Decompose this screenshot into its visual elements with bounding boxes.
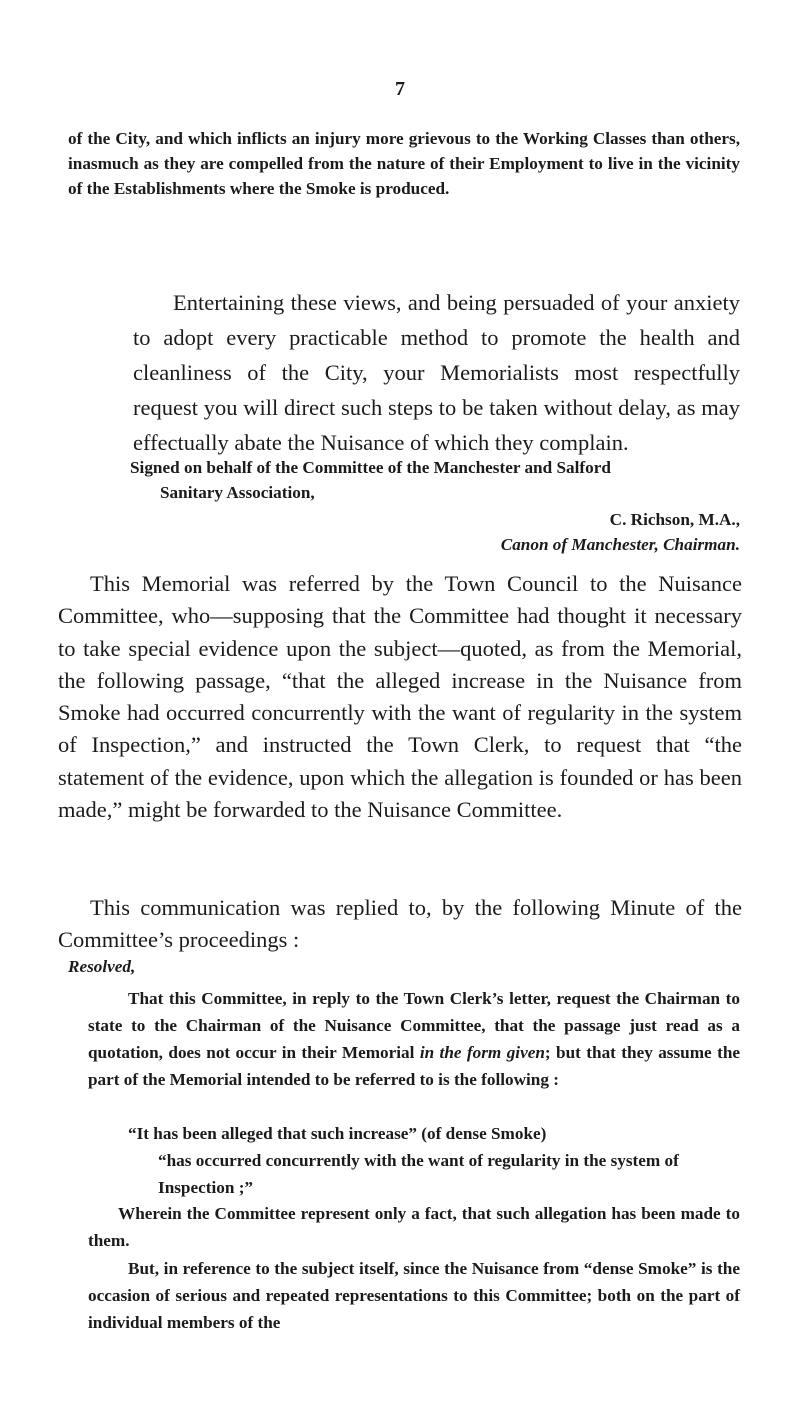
resolution-body-part-2: ; but that they assume the part of the Memorial intended to be referred to is the following : [88,1043,741,1089]
signer [0,507,740,557]
paragraph-memorial-request: Entertaining these views, and being persuaded of your anxiety to adopt every practicable method to promote the health and cleanliness of the City, your Memorialists most respectfully request you will direct such steps to be taken without delay, as may effectually abate the Nuisance of which they complain. [133,290,740,455]
association-name: Sanitary Association, [160,483,315,502]
resolution-body-emphasis: in the form given [419,1043,545,1062]
quote-line-2: “has occurred concurrently with the want of regularity in the system of Inspection ;” [158,1151,679,1197]
paragraph-referral: This Memorial was referred by the Town Council to the Nuisance Committee, who—supposing that the Committee had thought it necessary to take special evidence upon the subject—quoted, as from the Memorial, the following passage, “that the alleged increase in the Nuisance from Smoke had occurred concurrently with the want of regularity in the system of Inspection,” and instructed the Town Clerk, to request that “the statement of the evidence, upon which the allegation is founded or has been made,” might be forwarded to the Nuisance Committee. [58,571,742,823]
signer-name: C. Richson, M.A., [609,510,740,529]
signed-line: Signed on behalf of the Committee of the Manchester and Salford [130,458,611,477]
quote-line-1: “It has been alleged that such increase” (of dense Smoke) [128,1124,547,1143]
signature-block [130,455,750,505]
page-number: 7 [395,78,405,100]
resolution-heading: Resolved, [68,957,136,976]
resolution-quote [128,1120,748,1201]
signer-title: Canon of Manchester, Chairman. [500,535,740,554]
resolution-wherein: Wherein the Committee represent only a fact, that such allegation has been made to them. [88,1204,740,1250]
resolution-body-part-1: That this Committee, in reply to the Town Clerk’s letter, request the Chairman to state to the Chairman of the Nuisance Committee, that the passage just read as a quotation, does not occur in their Memorial [88,989,740,1062]
paragraph-memorial-continuation: of the City, and which inflicts an injury more grievous to the Working Classes than others, inasmuch as they are compelled from the nature of their Employment to live in the vicinity of the Establishments where the Smoke is produced. [68,129,740,198]
resolution-body [88,985,740,1093]
resolution-but: But, in reference to the subject itself, since the Nuisance from “dense Smoke” is the occasion of serious and repeated representations to this Committee; both on the part of individual members of the [88,1259,740,1332]
paragraph-reply: This communication was replied to, by the following Minute of the Committee’s proceedings : [58,895,742,953]
